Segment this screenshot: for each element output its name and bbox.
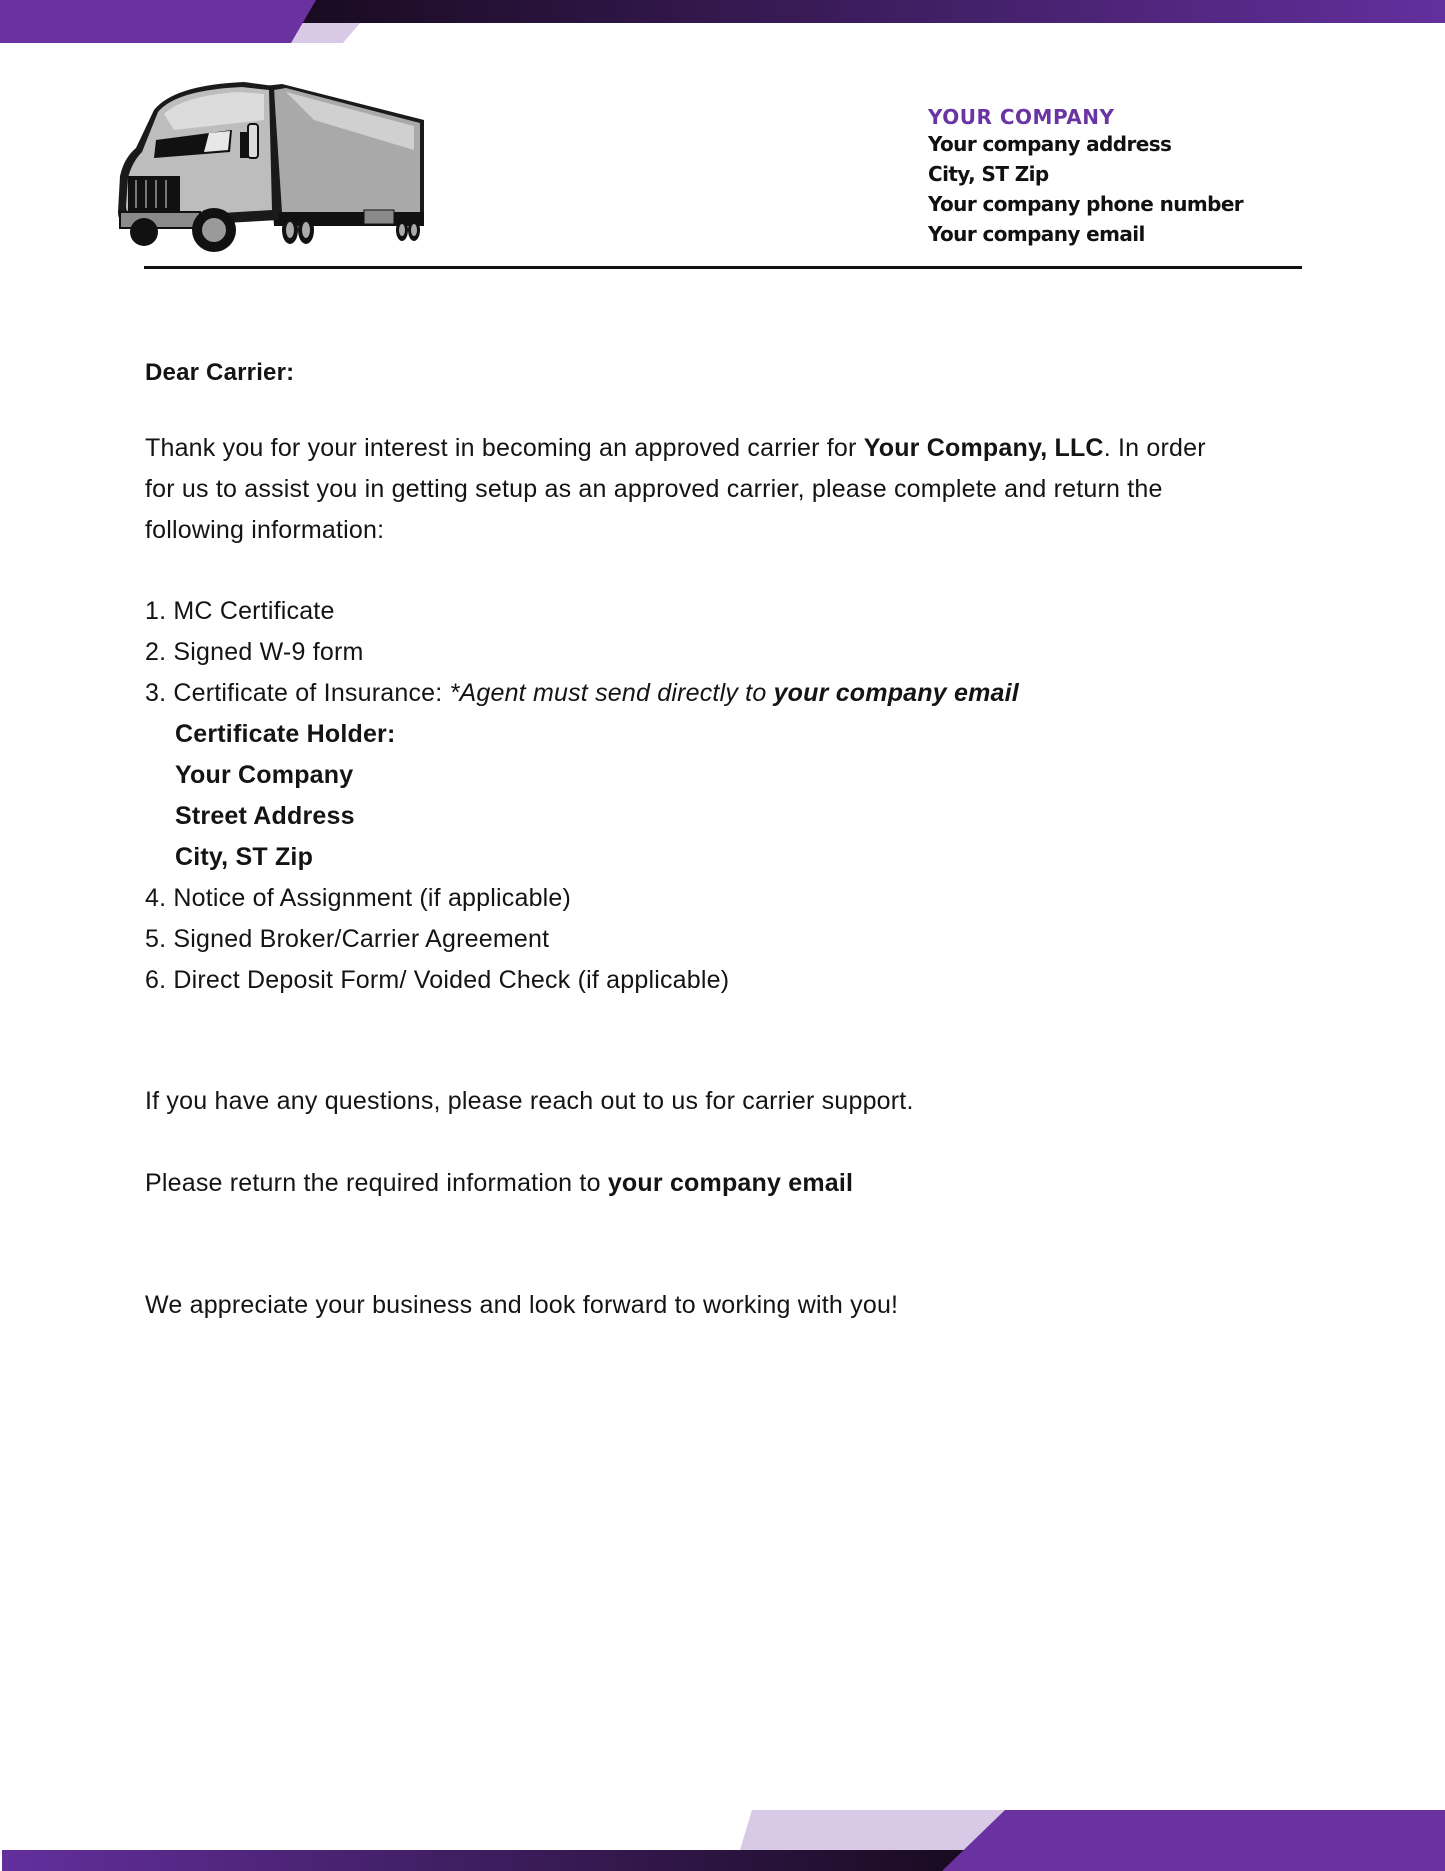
intro-text: Thank you for your interest in becoming an approved carrier for	[145, 434, 864, 462]
closing-text: We appreciate your business and look forward to working with you!	[145, 1291, 899, 1319]
agent-note-email: your company email	[773, 679, 1019, 707]
intro-line-2: for us to assist you in getting setup as an approved carrier, please complete and return the	[145, 475, 1163, 503]
company-email: Your company email	[928, 222, 1145, 246]
return-email: your company email	[607, 1169, 854, 1197]
header-divider	[144, 266, 1302, 269]
list-item: 4. Notice of Assignment (if applicable)	[145, 884, 572, 912]
list-item: 6. Direct Deposit Form/ Voided Check (if applicable)	[145, 966, 730, 994]
intro-company: Your Company, LLC	[863, 434, 1104, 462]
intro-line-1	[145, 428, 1206, 469]
certificate-holder-name: Your Company	[175, 761, 354, 789]
certificate-holder-street: Street Address	[175, 802, 355, 830]
certificate-holder-label: Certificate Holder:	[175, 720, 396, 748]
salutation: Dear Carrier:	[145, 359, 295, 386]
company-phone: Your company phone number	[928, 192, 1244, 216]
list-item-text: 3. Certificate of Insurance:	[145, 679, 450, 707]
agent-note: *Agent must send directly to	[449, 679, 774, 707]
return-text: Please return the required information to	[145, 1169, 608, 1197]
header-decoration	[0, 0, 1445, 45]
footer-decoration	[0, 1805, 1445, 1871]
list-item: 5. Signed Broker/Carrier Agreement	[145, 925, 550, 953]
return-instructions	[145, 1163, 853, 1204]
company-address: Your company address	[928, 132, 1172, 156]
semi-truck-icon	[114, 80, 430, 256]
company-info	[928, 105, 1243, 249]
questions-text: If you have any questions, please reach out to us for carrier support.	[145, 1087, 914, 1115]
intro-line-3: following information:	[145, 516, 385, 544]
certificate-holder-city: City, ST Zip	[175, 843, 314, 871]
intro-paragraph	[145, 428, 1206, 551]
list-item: 1. MC Certificate	[145, 597, 335, 625]
requirements-list	[145, 591, 1019, 1001]
company-name: YOUR COMPANY	[928, 105, 1115, 129]
list-item	[145, 673, 1019, 714]
list-item: 2. Signed W-9 form	[145, 638, 364, 666]
company-city: City, ST Zip	[928, 162, 1049, 186]
intro-text-end: . In order	[1103, 434, 1206, 462]
